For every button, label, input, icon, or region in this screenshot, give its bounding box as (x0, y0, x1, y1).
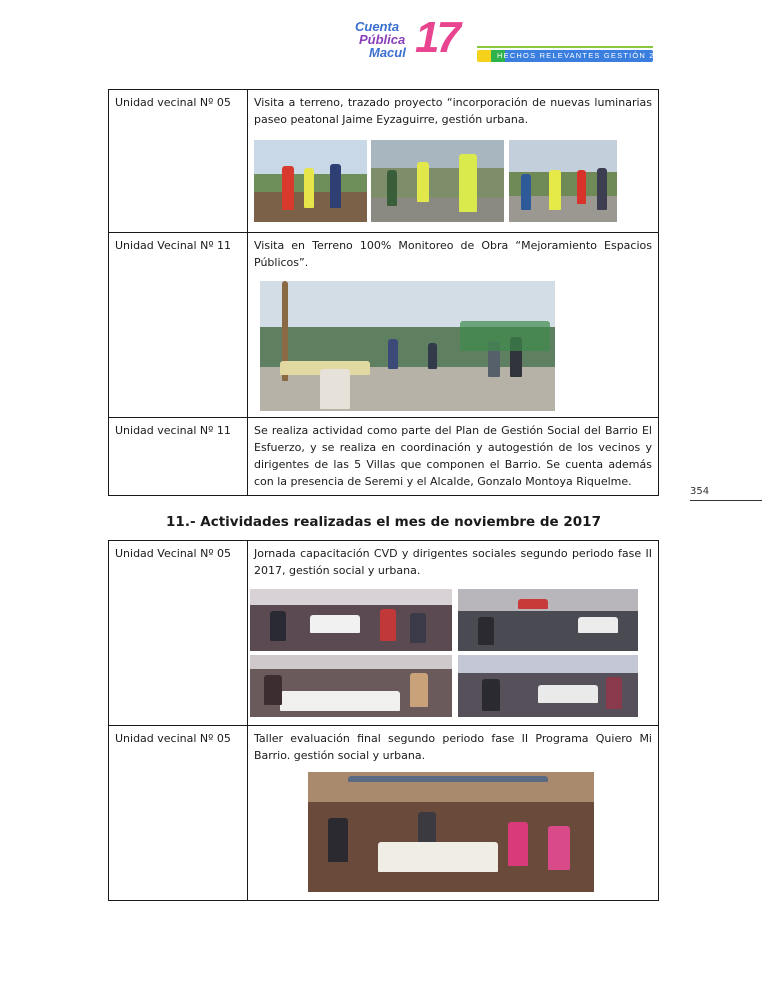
description-cell (248, 726, 659, 901)
photo-group (254, 587, 652, 721)
cuenta-publica-logo (355, 13, 671, 68)
logo-accent-bar (477, 46, 653, 48)
logo-tagline-strip (477, 50, 671, 62)
description-text: Jornada capacitación CVD y dirigentes sociales segundo periodo fase II 2017, gestión social y urbana. (254, 547, 652, 577)
description-text: Visita a terreno, trazado proyecto “incorporación de nuevas luminarias paseo peatonal Jaime Eyzaguirre, gestión urbana. (254, 96, 652, 126)
site-visit-photo (509, 140, 617, 222)
unit-cell: Unidad Vecinal Nº 11 (109, 233, 248, 418)
logo-tagline: HECHOS RELEVANTES GESTIÓN 2017 (497, 51, 671, 60)
activities-table-october (108, 89, 659, 496)
public-space-photo (260, 281, 555, 411)
activities-table-november (108, 540, 659, 901)
unit-cell: Unidad Vecinal Nº 05 (109, 541, 248, 726)
table-row (109, 90, 659, 233)
page-number-rule (690, 500, 762, 501)
site-visit-photo (371, 140, 504, 222)
workshop-photo (250, 655, 452, 717)
description-cell (248, 541, 659, 726)
table-row (109, 233, 659, 418)
logo-word: Pública (359, 32, 406, 47)
logo-year: 17 (415, 13, 458, 62)
section-title: 11.- Actividades realizadas el mes de noviembre de 2017 (166, 514, 601, 530)
photo-group (254, 279, 652, 413)
description-cell (248, 233, 659, 418)
description-cell (248, 90, 659, 233)
unit-cell: Unidad vecinal Nº 11 (109, 418, 248, 496)
photo-group (254, 136, 652, 222)
logo-word: Cuenta (355, 19, 400, 34)
workshop-photo (250, 589, 452, 651)
page-number: 354 (690, 486, 710, 497)
description-text: Taller evaluación final segundo periodo fase II Programa Quiero Mi Barrio. gestión social y urbana. (254, 732, 652, 762)
site-visit-photo (254, 140, 367, 222)
photo-group (254, 772, 652, 896)
table-row (109, 541, 659, 726)
unit-cell: Unidad vecinal Nº 05 (109, 90, 248, 233)
unit-cell: Unidad vecinal Nº 05 (109, 726, 248, 901)
logo-word: Macul (369, 45, 406, 60)
workshop-photo (458, 655, 638, 717)
workshop-photo (458, 589, 638, 651)
table-row (109, 726, 659, 901)
description-text: Se realiza actividad como parte del Plan de Gestión Social del Barrio El Esfuerzo, y se realiza en coordinación y autogestión de los vecinos y dirigentes de las 5 Villas que componen el Barrio. Se cuenta además con la presencia de Seremi y el Alcalde, Gonzalo Montoya Riquelme. (254, 424, 652, 488)
evaluation-workshop-photo (308, 772, 594, 892)
description-cell (248, 418, 659, 496)
description-text: Visita en Terreno 100% Monitoreo de Obra “Mejoramiento Espacios Públicos”. (254, 239, 652, 269)
table-row (109, 418, 659, 496)
